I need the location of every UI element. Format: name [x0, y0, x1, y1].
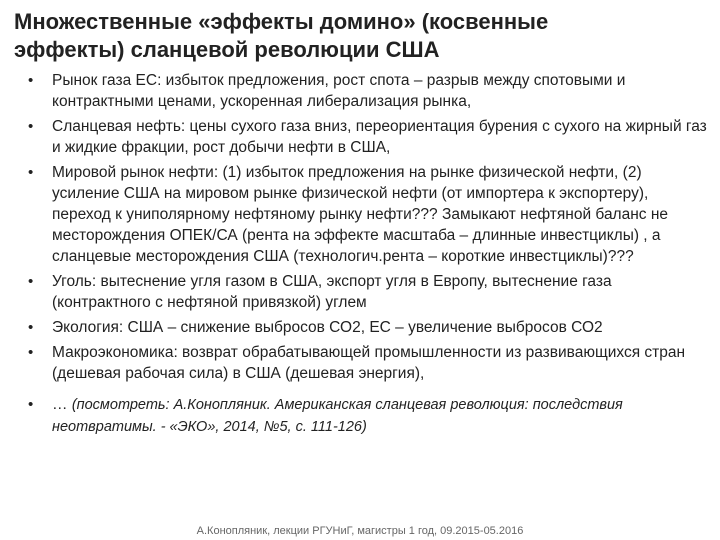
bullet-item-ecology	[28, 317, 708, 338]
bullet-text: Рынок газа ЕС: избыток предложения, рост спота – разрыв между спотовыми и контрактными ценами, ускоренная либерализация рынка,	[52, 72, 626, 110]
bullet-item-reference	[28, 394, 708, 438]
bullet-list	[28, 70, 708, 442]
bullet-text: Уголь: вытеснение угля газом в США, экспорт угля в Европу, вытеснение газа (контрактного с нефтяной привязкой) углем	[52, 273, 612, 311]
reference-prefix: …	[52, 396, 72, 413]
slide-title	[14, 8, 704, 64]
bullet-item-gas-market	[28, 70, 708, 112]
bullet-item-shale-oil	[28, 116, 708, 158]
bullet-text: Сланцевая нефть: цены сухого газа вниз, переориентация бурения с сухого на жирный газ и жидкие фракции, рост добычи нефти в США,	[52, 118, 707, 156]
bullet-item-macroeconomics	[28, 342, 708, 384]
bullet-dot: •	[28, 72, 34, 89]
bullet-text: Мировой рынок нефти: (1) избыток предложения на рынке физической нефти, (2) усиление США на мировом рынке физической нефти (от импортера к экспортеру), переход к униполярному нефтяному рынку нефти??? Замыкают нефтяной баланс не месторождения ОПЕК/СА (рента на эффекте масштаба – длинные инвестциклы) , а сланцевые месторождения США (технологич.рента – короткие инвестциклы)???	[52, 164, 669, 265]
slide-title-line-2: эффекты) сланцевой революции США	[14, 37, 440, 62]
slide-title-line-1: Множественные «эффекты домино» (косвенные	[14, 9, 549, 34]
bullet-item-coal	[28, 271, 708, 313]
bullet-text: Экология: США – снижение выбросов СО2, ЕС – увеличение выбросов СО2	[52, 319, 603, 336]
slide-footer: А.Конопляник, лекции РГУНиГ, магистры 1 год, 09.2015-05.2016	[196, 525, 524, 537]
bullet-dot: •	[28, 396, 34, 413]
bullet-item-world-oil-market	[28, 162, 708, 267]
bullet-text: Макроэкономика: возврат обрабатывающей промышленности из развивающихся стран (дешевая рабочая сила) в США (дешевая энергия),	[52, 344, 686, 382]
reference-text: (посмотреть: А.Конопляник. Американская сланцевая революция: последствия неотвратимы. - «ЭКО», 2014, №5, с. 111-126)	[52, 397, 623, 435]
bullet-dot: •	[28, 164, 34, 181]
bullet-dot: •	[28, 118, 34, 135]
bullet-dot: •	[28, 319, 34, 336]
bullet-dot: •	[28, 344, 34, 361]
bullet-dot: •	[28, 273, 34, 290]
